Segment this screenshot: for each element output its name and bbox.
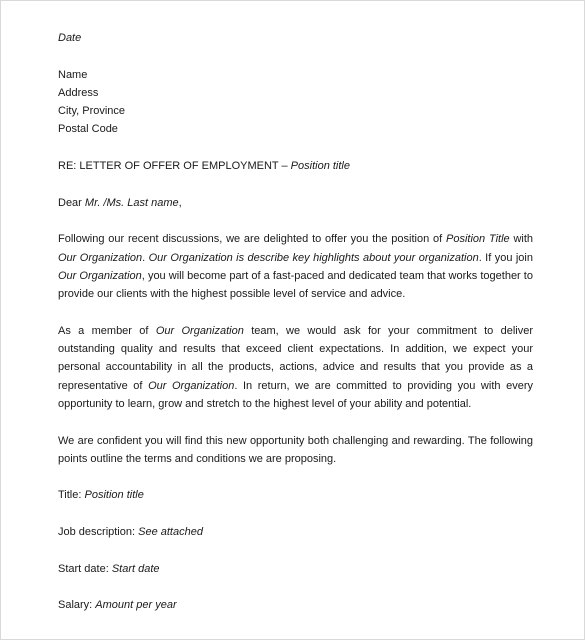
recipient-city: City, Province	[58, 105, 126, 118]
term-salary	[58, 596, 533, 614]
p2-text-2: team, we would ask for your commitment to deliver outstanding quality and results that exceed client expectations. In addition, we expect your personal accountability in all the products, actions, advice and results that you provide as a representative of	[58, 324, 533, 392]
salutation	[58, 194, 533, 212]
term-start-value: Start date	[111, 562, 160, 575]
p1-organization-highlights: Our Organization is describe key highlights about your organization	[148, 251, 479, 264]
term-title-label: Title:	[58, 489, 85, 502]
p1-organization: Our Organization	[58, 251, 143, 264]
recipient-postal-code: Postal Code	[58, 123, 118, 136]
p2-organization-2: Our Organization	[148, 379, 235, 392]
p2-organization: Our Organization	[155, 324, 244, 337]
term-job-description	[58, 523, 533, 541]
date-line	[58, 29, 533, 47]
letter-body	[58, 29, 533, 615]
term-start-date	[58, 560, 533, 578]
term-title-value: Position title	[84, 489, 144, 502]
p1-text-1: Following our recent discussions, we are delighted to offer you the position of	[58, 233, 447, 246]
p1-text-5: , you will become part of a fast-paced and dedicated team that works together to provide our clients with the highest possible level of service and advice.	[58, 269, 533, 301]
p2-text-1: As a member of	[58, 324, 156, 337]
p1-position-title: Position Title	[446, 233, 510, 246]
commitment-paragraph	[58, 322, 533, 413]
salutation-suffix: ,	[178, 196, 182, 209]
date-text: Date	[58, 32, 82, 44]
p1-organization-2: Our Organization	[58, 269, 142, 282]
p1-text-2: with	[509, 233, 534, 246]
term-salary-label: Salary:	[58, 599, 96, 612]
salutation-prefix: Dear	[58, 196, 85, 209]
term-job-value: See attached	[138, 526, 203, 539]
recipient-address	[58, 66, 533, 139]
term-salary-value: Amount per year	[95, 599, 177, 612]
recipient-name: Name	[58, 68, 88, 81]
subject-position-title: Position title	[290, 160, 350, 173]
term-start-label: Start date:	[58, 562, 112, 575]
p2-text-3: . In return, we are committed to providing you with every opportunity to learn, grow and stretch to the highest level of your ability and potential.	[58, 379, 533, 410]
salutation-name: Mr. /Ms. Last name	[84, 196, 179, 209]
offer-paragraph	[58, 230, 533, 303]
recipient-address-line: Address	[58, 86, 99, 99]
subject-line	[58, 157, 533, 175]
term-job-label: Job description:	[58, 526, 139, 539]
terms-intro-paragraph: We are confident you will find this new opportunity both challenging and rewarding. The following points outline the terms and conditions we are proposing.	[58, 434, 533, 465]
term-title	[58, 486, 533, 504]
p1-text-4: . If you join	[478, 251, 533, 264]
subject-prefix: RE: LETTER OF OFFER OF EMPLOYMENT –	[58, 160, 291, 173]
p1-text-3: .	[142, 251, 149, 264]
